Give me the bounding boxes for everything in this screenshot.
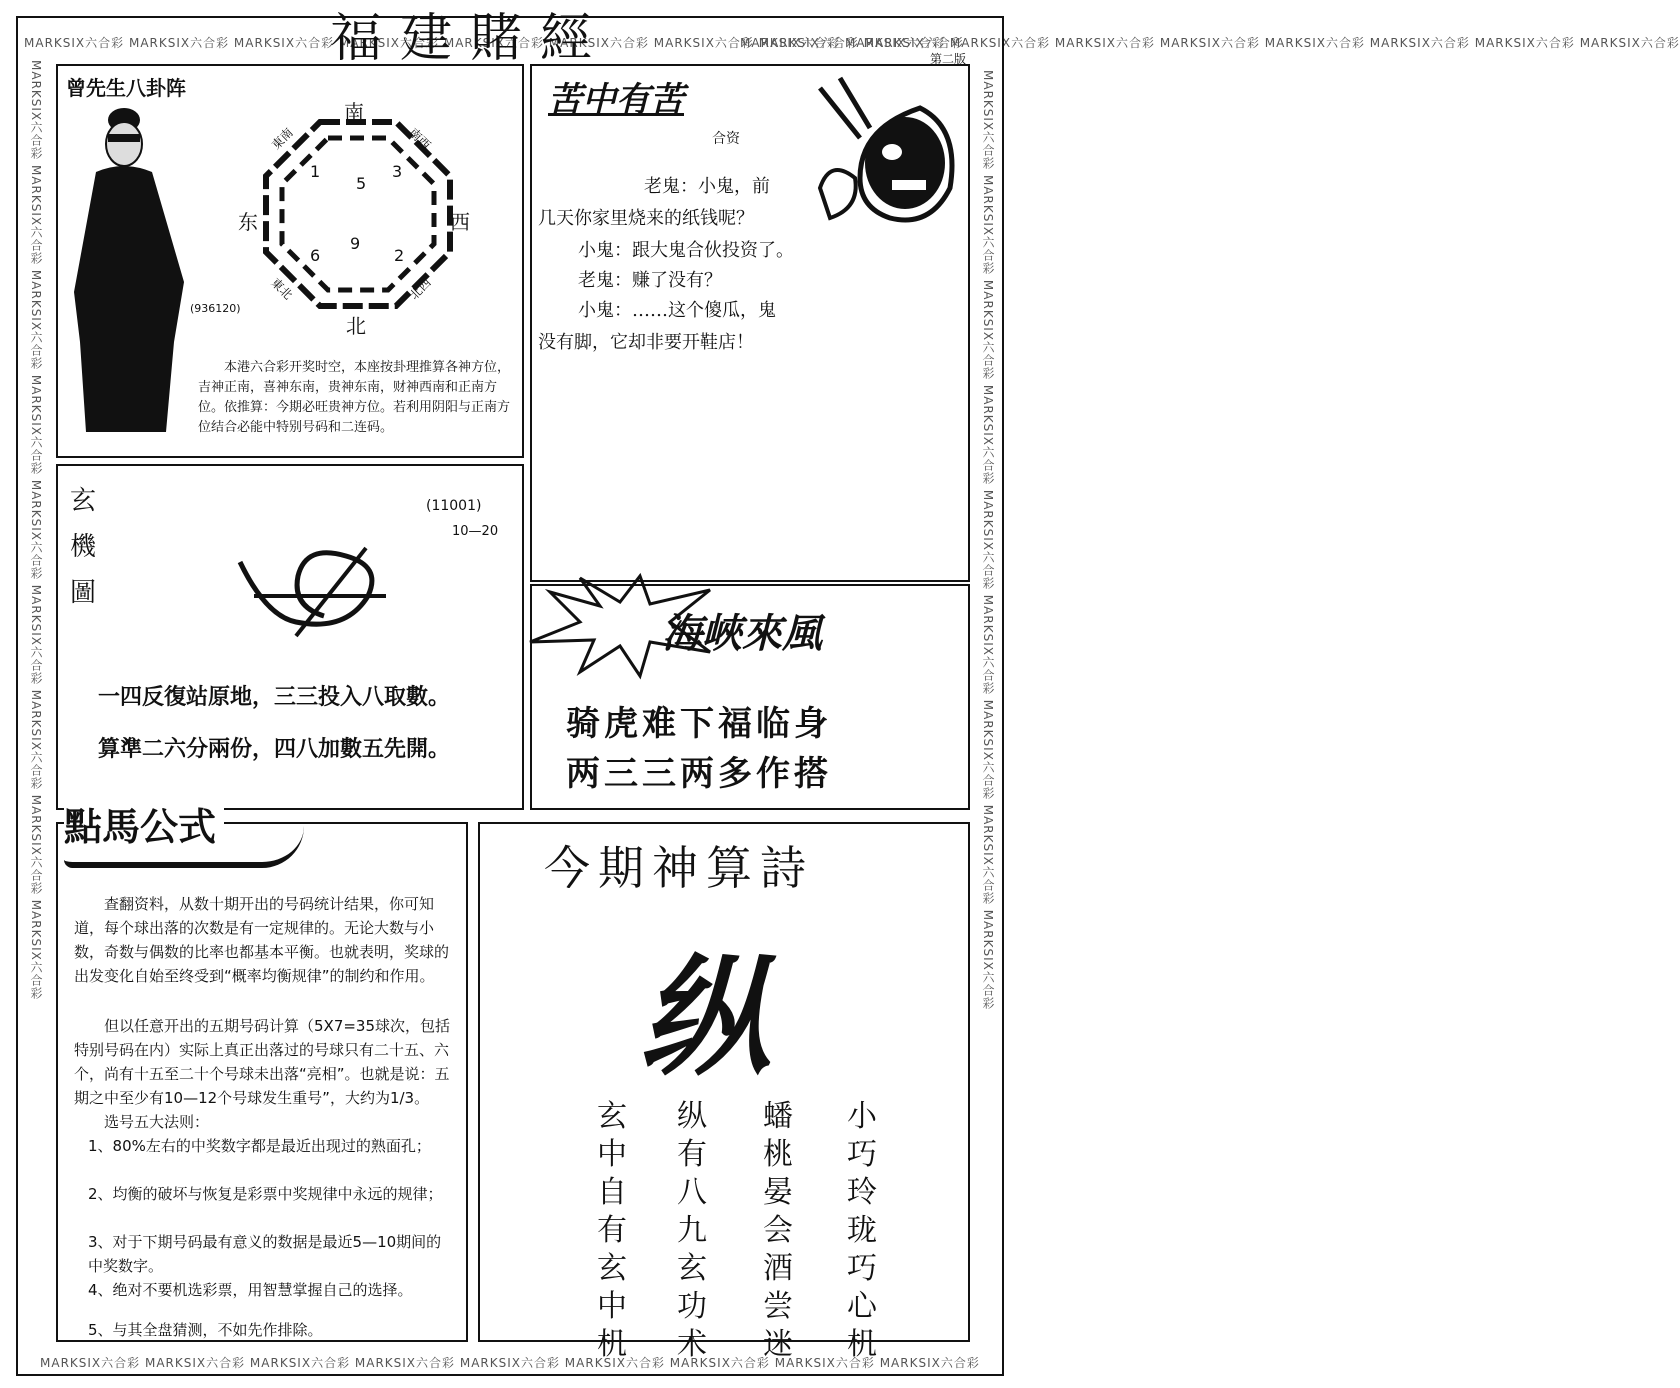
right-strip: MARKSIX六合彩 MARKSIX六合彩 MARKSIX六合彩 MARKSIX六合彩 MARKSIX六合彩 MARKSIX六合彩 MARKSIX六合彩 MARKSIX六合彩 MARKSIX六合彩 <box>981 70 995 1010</box>
haixia-line-1: 骑虎难下福临身 <box>566 704 832 744</box>
poem-panel <box>478 822 970 1362</box>
edition-label: 第二版 <box>930 52 967 66</box>
dir-southeast: 東南 <box>268 125 296 153</box>
poem-char: 玄 <box>597 1251 627 1286</box>
joke-line-4: 老鬼：赚了没有？ <box>578 270 722 291</box>
poem-char: 酒 <box>763 1251 793 1286</box>
poem-char: 九 <box>677 1213 707 1248</box>
bagua-num-1: 1 <box>310 162 321 181</box>
dir-west: 西 <box>450 210 470 234</box>
dianma-rule-5: 5、与其全盘猜测，不如先作排除。 <box>88 1321 323 1339</box>
masthead-title: 福建賭經 <box>330 9 611 69</box>
bagua-num-3: 3 <box>392 162 403 181</box>
poem-char: 蟠 <box>763 1099 793 1134</box>
poem-char: 小 <box>847 1099 877 1134</box>
poem-char: 玄 <box>597 1099 627 1134</box>
master-figure-image <box>66 102 196 452</box>
poem-char: 心 <box>847 1289 877 1324</box>
poem-col-1 <box>592 1098 632 1364</box>
bagua-text: 本港六合彩开奖时空，本座按卦理推算各神方位，吉神正南，喜神东南，贵神东南，财神西南和正南方位。依推算：今期必旺贵神方位。若利用阴阳与正南方位结合必能中特别号码和二连码。 <box>198 360 511 435</box>
poem-char: 八 <box>677 1175 707 1210</box>
xuanji-heading-3: 圖 <box>70 578 97 608</box>
dianma-panel <box>56 805 468 1342</box>
haixia-panel <box>530 584 970 810</box>
poem-char: 中 <box>597 1289 627 1324</box>
poem-char: 桃 <box>763 1137 793 1172</box>
dir-northwest: 北西 <box>406 275 434 303</box>
poem-char: 有 <box>597 1213 627 1248</box>
bottom-strip: MARKSIX六合彩 MARKSIX六合彩 MARKSIX六合彩 MARKSIX六合彩 MARKSIX六合彩 MARKSIX六合彩 MARKSIX六合彩 MARKSIX六合彩 MARKSIX六合彩 <box>40 1356 980 1370</box>
joke-panel <box>530 64 970 582</box>
dianma-heading: 點馬公式 <box>64 796 224 851</box>
xuanji-line-2: 算準二六分兩份，四八加數五先開。 <box>98 737 451 762</box>
joke-subtitle: 合资 <box>712 131 740 147</box>
poem-char: 机 <box>847 1327 877 1362</box>
poem-char: 玄 <box>677 1251 707 1286</box>
poem-col-4 <box>842 1098 882 1364</box>
poem-char: 尝 <box>763 1289 793 1324</box>
bagua-heading: 曾先生八卦阵 <box>66 76 186 100</box>
poem-char: 自 <box>597 1175 627 1210</box>
bagua-num-9: 9 <box>350 234 361 253</box>
joke-line-2: 几天你家里烧来的纸钱呢？ <box>538 208 754 229</box>
poem-char: 迷 <box>763 1327 793 1362</box>
left-strip: MARKSIX六合彩 MARKSIX六合彩 MARKSIX六合彩 MARKSIX六合彩 MARKSIX六合彩 MARKSIX六合彩 MARKSIX六合彩 MARKSIX六合彩 MARKSIX六合彩 <box>29 60 43 1000</box>
dianma-heading-swoosh <box>64 826 304 868</box>
dir-northeast: 東北 <box>268 275 296 303</box>
dianma-rule-1: 1、80%左右的中奖数字都是最近出现过的熟面孔； <box>88 1137 431 1155</box>
poem-char: 纵 <box>677 1099 707 1134</box>
dianma-para-2: 但以任意开出的五期号码计算（5X7=35球次，包括特别号码在内）实际上真正出落过的号球只有二十五、六个，尚有十五至二十个号球未出落“亮相”。也就是说：五期之中至少有10—12个号球发生重号”，大约为1/3。 <box>74 1017 451 1107</box>
dir-north: 北 <box>346 314 366 338</box>
xuanji-heading-1: 玄 <box>70 486 97 516</box>
poem-char: 巧 <box>847 1251 877 1286</box>
poem-char: 功 <box>677 1289 707 1324</box>
poem-char: 术 <box>677 1327 707 1362</box>
poem-char: 中 <box>597 1137 627 1172</box>
xuanji-line-1: 一四反復站原地，三三投入八取數。 <box>98 685 451 710</box>
bagua-num-5: 5 <box>356 174 367 193</box>
poem-char: 机 <box>597 1327 627 1362</box>
joke-line-6: 没有脚，它却非要开鞋店！ <box>538 332 754 353</box>
dianma-rule-4: 4、绝对不要机选彩票，用智慧掌握自己的选择。 <box>88 1281 413 1299</box>
joke-heading: 苦中有苦 <box>548 80 684 120</box>
poem-col-2 <box>672 1098 712 1364</box>
poem-char: 晏 <box>763 1175 793 1210</box>
haixia-line-2: 两三三两多作搭 <box>566 754 832 794</box>
ghost-illustration <box>800 68 968 238</box>
dianma-rules-title: 选号五大法则： <box>104 1113 210 1131</box>
dianma-rule-2: 2、均衡的破坏与恢复是彩票中奖规律中永远的规律； <box>88 1185 443 1203</box>
photo-code: (936120) <box>190 302 241 315</box>
xuanji-diagram <box>236 536 396 646</box>
xuanji-code: (11001) <box>426 498 482 514</box>
xuanji-panel <box>56 464 524 810</box>
top-strip-right: MARKSIX六合彩 MARKSIX六合彩 MARKSIX六合彩 MARKSIX六合彩 MARKSIX六合彩 MARKSIX六合彩 MARKSIX六合彩 MARKSIX六合彩 MARKSIX六合彩 <box>740 36 1680 50</box>
dir-southwest: 南西 <box>406 125 434 153</box>
xuanji-range: 10—20 <box>452 524 499 539</box>
xuanji-heading-2: 機 <box>70 532 97 562</box>
bagua-num-6: 6 <box>310 246 321 265</box>
joke-line-3: 小鬼：跟大鬼合伙投资了。 <box>578 240 794 261</box>
bagua-panel <box>56 64 524 458</box>
poem-char: 玲 <box>847 1175 877 1210</box>
joke-line-5: 小鬼：……这个傻瓜，鬼 <box>578 300 776 321</box>
dianma-para-1: 查翻资料，从数十期开出的号码统计结果，你可知道，每个球出落的次数是有一定规律的。无论大数与小数，奇数与偶数的比率也都基本平衡。也就表明，奖球的出发变化自始至终受到“概率均衡规律”的制约和作用。 <box>74 895 450 985</box>
poem-char: 珑 <box>847 1213 877 1248</box>
poem-big-char: 纵 <box>640 942 771 1094</box>
poem-heading: 今期神算詩 <box>544 841 814 895</box>
joke-line-1: 老鬼：小鬼，前 <box>644 176 770 197</box>
poem-char: 有 <box>677 1137 707 1172</box>
dir-south: 南 <box>344 100 364 124</box>
haixia-heading: 海峽來風 <box>662 611 822 657</box>
top-strip-left: MARKSIX六合彩 MARKSIX六合彩 MARKSIX六合彩 MARKSIX六合彩 MARKSIX六合彩 MARKSIX六合彩 MARKSIX六合彩 MARKSIX六合彩 MARKSIX六合彩 <box>24 36 964 50</box>
poem-char: 会 <box>763 1213 793 1248</box>
poem-char: 巧 <box>847 1137 877 1172</box>
dianma-rule-3: 3、对于下期号码最有意义的数据是最近5—10期间的中奖数字。 <box>88 1233 442 1275</box>
dir-east: 东 <box>238 210 258 234</box>
poem-col-3 <box>758 1098 798 1364</box>
bagua-num-2: 2 <box>394 246 405 265</box>
